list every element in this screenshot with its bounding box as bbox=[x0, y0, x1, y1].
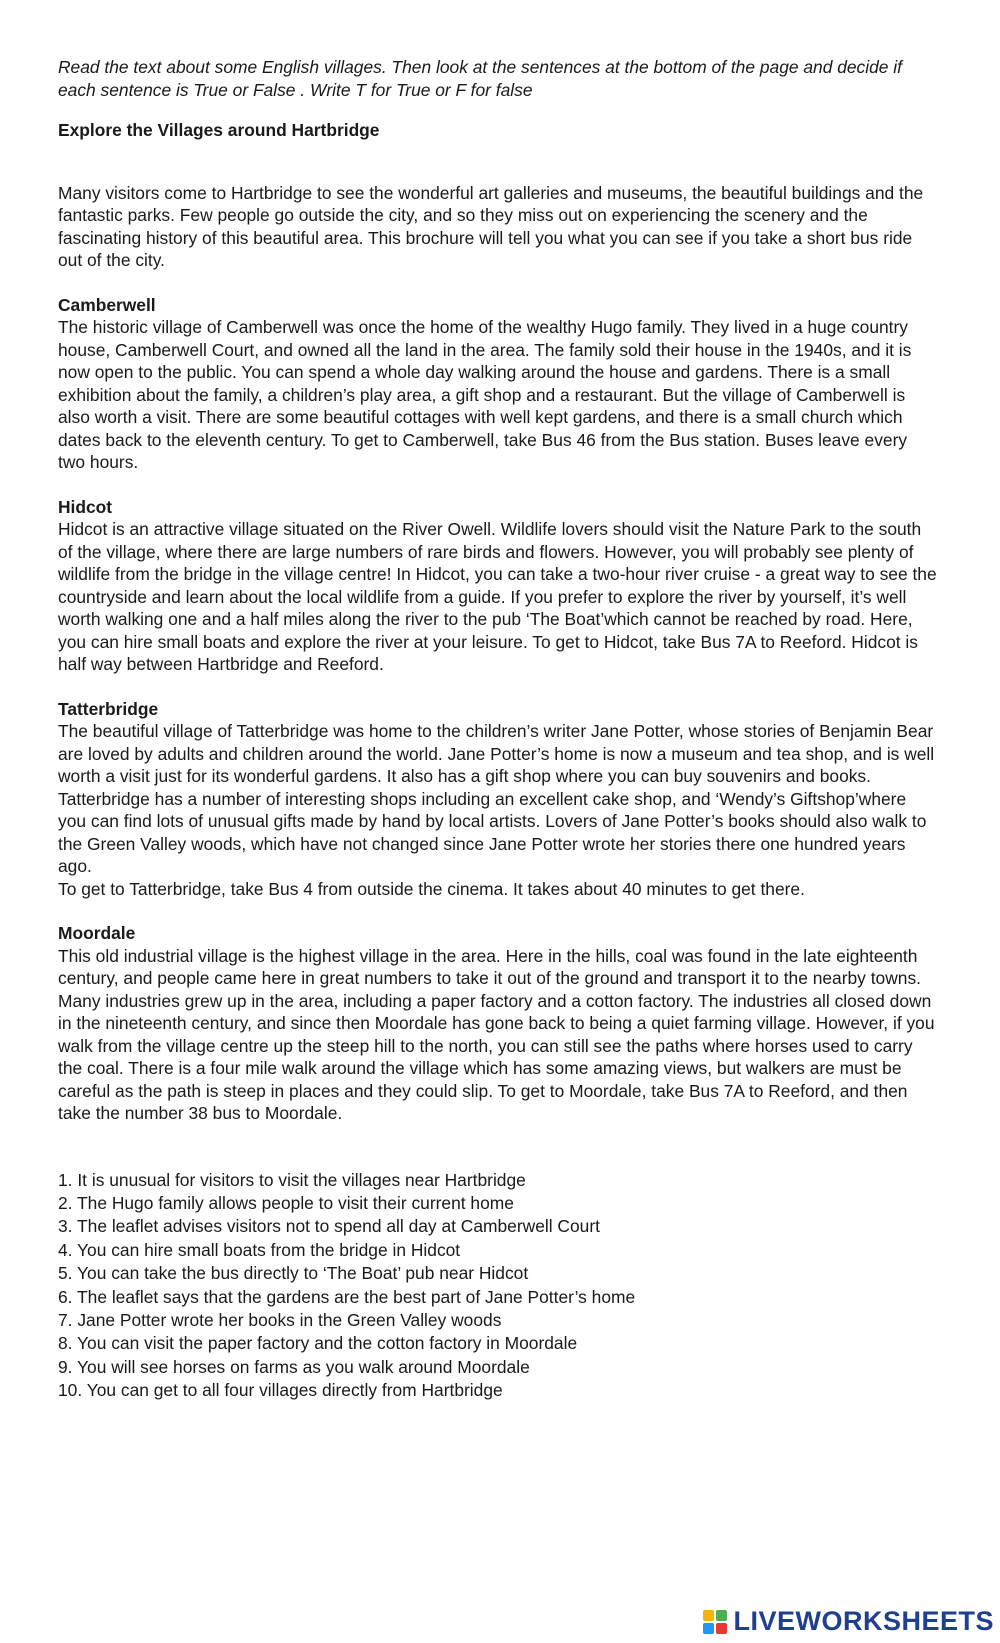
section-heading: Hidcot bbox=[58, 496, 113, 517]
section-body: The beautiful village of Tatterbridge was home to the children’s writer Jane Potter, whose stories of Benjamin Bear are loved by adults and children around the world. Jane Potter’s home is now a museum and tea shop, and is well worth a visit just for its wonderful gardens. It also has a gift shop where you can buy souvenirs and books. Tatterbridge has a number of interesting shops including an excellent cake shop, and ‘Wendy’s Giftshop’where you can find lots of unusual gifts made by hand by local artists. Lovers of Jane Potter’s books should also walk to the Green Valley woods, which have not changed since Jane Potter wrote her stories there one hundred years ago. bbox=[58, 721, 935, 876]
section-heading: Camberwell bbox=[58, 294, 156, 315]
section-body: Hidcot is an attractive village situated on the River Owell. Wildlife lovers should visit the Nature Park to the south of the village, where there are large numbers of rare birds and flowers. However, you will probably see plenty of wildlife from the bridge in the village centre! In Hidcot, you can take a two-hour river cruise - a great way to see the countryside and learn about the local wildlife from a guide. If you prefer to explore the river by yourself, it’s well worth walking one and a half miles along the river to the pub ‘The Boat’which cannot be reached by road. Here, you can hire small boats and explore the river at your leisure. To get to Hidcot, take Bus 7A to Reeford. Hidcot is half way between Hartbridge and Reeford. bbox=[58, 519, 937, 674]
logo-tile-icon bbox=[703, 1623, 714, 1634]
section-body: The historic village of Camberwell was once the home of the wealthy Hugo family. They lived in a huge country house, Camberwell Court, and owned all the land in the area. The family sold their house in the 1940s, and it is now open to the public. You can spend a whole day walking around the house and gardens. There is a small exhibition about the family, a children’s play area, a gift shop and a restaurant. But the village of Camberwell is also worth a visit. There are some beautiful cottages with well kept gardens, and there is a small church which dates back to the eleventh century. To get to Camberwell, take Bus 46 from the Bus station. Buses leave every two hours. bbox=[58, 317, 912, 472]
question-item: 6. The leaflet says that the gardens are the best part of Jane Potter’s home bbox=[58, 1286, 636, 1307]
liveworksheets-brand[interactable] bbox=[703, 1606, 994, 1637]
question-item: 2. The Hugo family allows people to visit their current home bbox=[58, 1192, 514, 1213]
question-item: 5. You can take the bus directly to ‘The Boat’ pub near Hidcot bbox=[58, 1263, 529, 1284]
section-body: This old industrial village is the highest village in the area. Here in the hills, coal was found in the late eighteenth century, and people came here in great numbers to take it out of the ground and transport it to the nearby towns. Many industries grew up in the area, including a paper factory and a cotton factory. The industries all closed down in the nineteenth century, and since then Moordale has gone back to being a quiet farming village. However, if you walk from the village centre up the steep hill to the north, you can still see the paths where horses used to carry the coal. There is a four mile walk around the village which has some amazing views, but walkers are must be careful as the path is steep in places and they could slip. To get to Moordale, take Bus 7A to Reeford, and then take the number 38 bus to Moordale. bbox=[58, 945, 935, 1123]
logo-tile-icon bbox=[716, 1610, 727, 1621]
section-camberwell bbox=[58, 294, 938, 474]
section-tatterbridge bbox=[58, 698, 938, 901]
question-item: 3. The leaflet advises visitors not to spend all day at Camberwell Court bbox=[58, 1216, 600, 1237]
question-list bbox=[58, 1169, 938, 1403]
question-item: 4. You can hire small boats from the bridge in Hidcot bbox=[58, 1239, 461, 1260]
instructions-text: Read the text about some English villages. Then look at the sentences at the bottom of the page and decide if each sentence is True or False . Write T for True or F for false bbox=[58, 57, 902, 100]
question-item: 8. You can visit the paper factory and the cotton factory in Moordale bbox=[58, 1333, 578, 1354]
logo-tile-icon bbox=[703, 1610, 714, 1621]
worksheet-page bbox=[58, 56, 938, 1403]
intro-paragraph: Many visitors come to Hartbridge to see the wonderful art galleries and museums, the beautiful buildings and the fantastic parks. Few people go outside the city, and so they miss out on experiencing the scenery and the fascinating history of this beautiful area. This brochure will tell you what you can see if you take a short bus ride out of the city. bbox=[58, 182, 924, 270]
brand-wordmark: LIVEWORKSHEETS bbox=[733, 1606, 994, 1636]
section-moordale bbox=[58, 922, 938, 1125]
question-item: 9. You will see horses on farms as you walk around Moordale bbox=[58, 1356, 530, 1377]
section-heading: Moordale bbox=[58, 923, 136, 943]
liveworksheets-logo-icon bbox=[703, 1610, 727, 1634]
question-item: 10. You can get to all four villages directly from Hartbridge bbox=[58, 1380, 503, 1401]
logo-tile-icon bbox=[716, 1623, 727, 1634]
page-title: Explore the Villages around Hartbridge bbox=[58, 120, 380, 140]
question-item: 1. It is unusual for visitors to visit the villages near Hartbridge bbox=[58, 1169, 526, 1190]
section-heading: Tatterbridge bbox=[58, 698, 159, 719]
question-item: 7. Jane Potter wrote her books in the Green Valley woods bbox=[58, 1309, 502, 1330]
section-travel-note: To get to Tatterbridge, take Bus 4 from outside the cinema. It takes about 40 minutes to get there. bbox=[58, 878, 805, 899]
section-hidcot bbox=[58, 496, 938, 676]
